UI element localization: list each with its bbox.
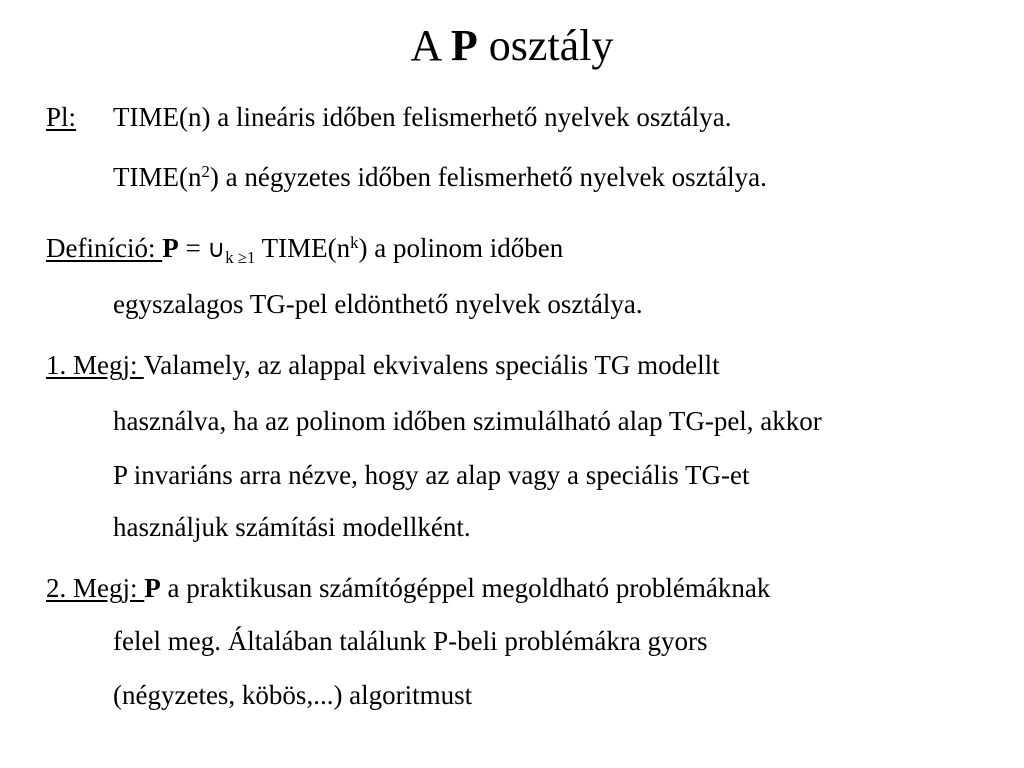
pl-label: Pl:	[46, 102, 77, 132]
note2-bold-p: P	[144, 573, 161, 603]
definition-exponent: k	[350, 232, 359, 252]
definition-bold-p: P	[162, 233, 179, 263]
note2-label: 2. Megj:	[46, 573, 145, 603]
note2-line-2: felel meg. Általában találunk P-beli problémákra gyors	[113, 626, 708, 656]
pl-line-2-exponent: 2	[201, 161, 210, 181]
definition-label: Definíció:	[46, 233, 163, 263]
note2-line-1: 2. Megj: P a praktikusan számítógéppel megoldható problémáknak	[46, 573, 771, 603]
note1-label: 1. Megj:	[46, 350, 144, 380]
union-symbol: ∪	[207, 234, 226, 263]
title-prefix: A	[410, 21, 451, 70]
note2-line-3: (négyzetes, köbös,...) algoritmust	[113, 680, 473, 710]
title-suffix: osztály	[477, 21, 614, 70]
pl-line-2: $TIME(n^2)$ a négyzetes időben felismerhető nyelvek osztálya.	[113, 161, 767, 192]
slide-title	[0, 18, 1024, 74]
definition-line-2: egyszalagos TG-pel eldönthető nyelvek osztálya.	[113, 289, 643, 319]
title-bold-p: P	[450, 21, 478, 70]
note1-line-3: P invariáns arra nézve, hogy az alap vagy a speciális TG-et	[113, 460, 750, 490]
pl-line-1: TIME(n) a lineáris időben felismerhető nyelvek osztálya.	[113, 102, 732, 132]
note1-line-2: használva, ha az polinom időben szimulálható alap TG-pel, akkor	[113, 406, 822, 436]
definition-line-1: Definíció: $P = \cup_{k \ge 1}$ $TIME(n^k)$ a polinom időben	[46, 232, 564, 267]
union-subscript: k ≥1	[225, 247, 256, 267]
note1-line-4: használjuk számítási modellként.	[113, 512, 471, 542]
note1-line-1: 1. Megj: Valamely, az alappal ekvivalens speciális TG modellt	[46, 350, 720, 380]
